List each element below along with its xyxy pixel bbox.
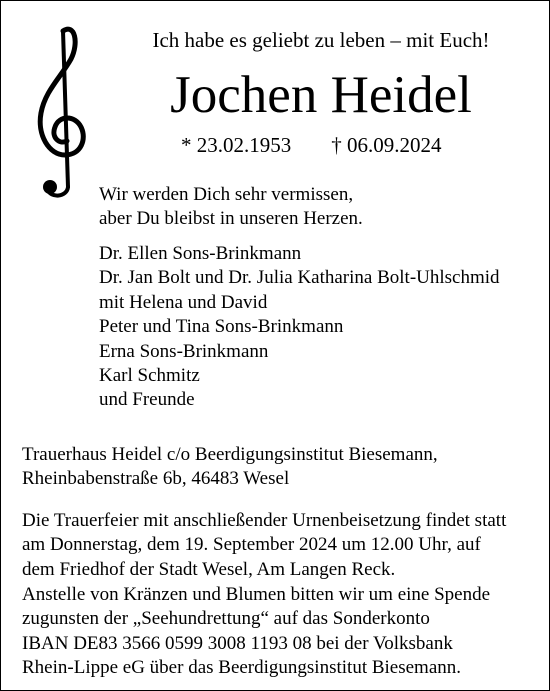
address-line: Trauerhaus Heidel c/o Beerdigungsinstitut Biesemann, bbox=[22, 444, 438, 465]
donation-line: Anstelle von Kränzen und Blumen bitten wir um eine Spende bbox=[22, 584, 491, 605]
mourner-line: Peter und Tina Sons-Brinkmann bbox=[99, 316, 344, 338]
life-dates bbox=[181, 132, 442, 158]
farewell-text bbox=[99, 183, 363, 232]
donation-line: IBAN DE83 3566 0599 3008 1193 08 bei der Volksbank bbox=[22, 632, 453, 654]
mourner-line: Karl Schmitz bbox=[99, 365, 200, 387]
farewell-line: aber Du bleibst in unseren Herzen. bbox=[99, 208, 363, 230]
mourner-line: und Freunde bbox=[99, 389, 195, 411]
birth-date: * 23.02.1953 bbox=[181, 133, 292, 157]
donation-line: Rhein-Lippe eG über das Beerdigungsinstitut Biesemann. bbox=[22, 657, 462, 679]
ceremony-line: dem Friedhof der Stadt Wesel, Am Langen Reck. bbox=[22, 558, 396, 580]
mourner-line: mit Helena und David bbox=[99, 291, 268, 313]
mourners-list bbox=[99, 242, 500, 413]
mourner-line: Erna Sons-Brinkmann bbox=[99, 340, 269, 362]
death-date: † 06.09.2024 bbox=[331, 133, 442, 157]
donation-request bbox=[22, 583, 490, 681]
ceremony-line: Die Trauerfeier mit anschließender Urnenbeisetzung findet statt bbox=[22, 510, 507, 531]
donation-line: zugunsten der „Seehundrettung“ auf das Sonderkonto bbox=[22, 608, 430, 630]
motto: Ich habe es geliebt zu leben – mit Euch! bbox=[152, 28, 490, 52]
ceremony-info bbox=[22, 509, 506, 582]
treble-clef-icon bbox=[31, 21, 91, 199]
deceased-name: Jochen Heidel bbox=[170, 66, 472, 124]
ceremony-line: am Donnerstag, dem 19. September 2024 um 12.00 Uhr, auf bbox=[22, 534, 481, 556]
farewell-line: Wir werden Dich sehr vermissen, bbox=[99, 184, 354, 205]
mourner-line: Dr. Ellen Sons-Brinkmann bbox=[99, 243, 302, 264]
mourner-line: Dr. Jan Bolt und Dr. Julia Katharina Bolt-Uhlschmid bbox=[99, 267, 500, 289]
mourning-house-address bbox=[22, 443, 438, 492]
address-line: Rheinbabenstraße 6b, 46483 Wesel bbox=[22, 468, 290, 490]
